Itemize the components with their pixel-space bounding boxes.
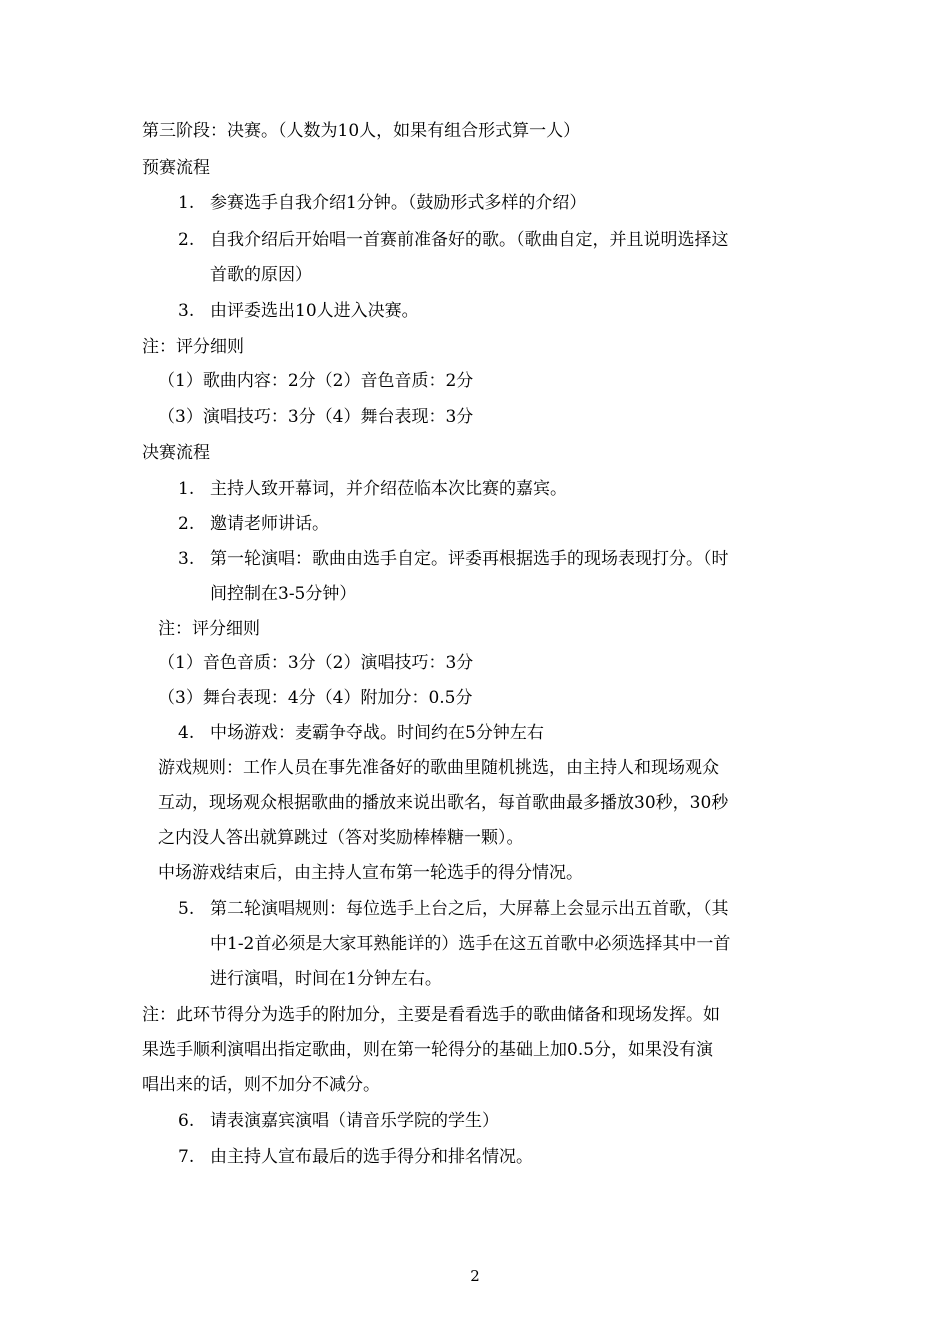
game-rules-line: 之内没人答出就算跳过（答对奖励棒棒糖一颗）。	[158, 828, 524, 848]
list-number: 3.	[178, 549, 195, 569]
note-paragraph-line: 唱出来的话，则不加分不减分。	[142, 1075, 380, 1095]
score-line: （3）演唱技巧：3分（4）舞台表现：3分	[158, 407, 474, 427]
list-item: 自我介绍后开始唱一首赛前准备好的歌。（歌曲自定，并且说明选择这	[210, 230, 729, 250]
score-line: （3）舞台表现：4分（4）附加分：0.5分	[158, 688, 473, 708]
list-number: 4.	[178, 723, 195, 743]
note-title: 注：评分细则	[158, 619, 260, 639]
note-paragraph-line: 注：此环节得分为选手的附加分，主要是看看选手的歌曲储备和现场发挥。如	[142, 1005, 720, 1025]
list-item: 由主持人宣布最后的选手得分和排名情况。	[210, 1147, 533, 1167]
list-item: 参赛选手自我介绍1分钟。（鼓励形式多样的介绍）	[210, 193, 587, 213]
score-line: （1）音色音质：3分（2）演唱技巧：3分	[158, 653, 474, 673]
game-rules-line: 互动，现场观众根据歌曲的播放来说出歌名，每首歌曲最多播放30秒，30秒	[158, 793, 729, 813]
list-number: 1.	[178, 479, 195, 499]
list-number: 2.	[178, 230, 195, 250]
list-item: 中场游戏：麦霸争夺战。时间约在5分钟左右	[210, 723, 544, 743]
stage3-title: 第三阶段：决赛。（人数为10人，如果有组合形式算一人）	[142, 121, 581, 141]
list-item: 请表演嘉宾演唱（请音乐学院的学生）	[210, 1111, 499, 1131]
note-title: 注：评分细则	[142, 337, 244, 357]
list-number: 5.	[178, 899, 195, 919]
list-item: 第二轮演唱规则：每位选手上台之后，大屏幕上会显示出五首歌，（其	[210, 899, 729, 919]
list-number: 1.	[178, 193, 195, 213]
game-rules-line: 游戏规则：工作人员在事先准备好的歌曲里随机挑选，由主持人和现场观众	[158, 758, 719, 778]
list-item-continuation: 间控制在3-5分钟）	[210, 584, 357, 604]
list-item: 由评委选出10人进入决赛。	[210, 301, 419, 321]
list-number: 2.	[178, 514, 195, 534]
list-item: 邀请老师讲话。	[210, 514, 329, 534]
final-heading: 决赛流程	[142, 443, 210, 463]
list-item-continuation: 中1-2首必须是大家耳熟能详的）选手在这五首歌中必须选择其中一首	[210, 934, 731, 954]
after-game-text: 中场游戏结束后，由主持人宣布第一轮选手的得分情况。	[158, 863, 583, 883]
prelim-heading: 预赛流程	[142, 158, 210, 178]
page-number: 2	[470, 1267, 480, 1285]
list-item-continuation: 进行演唱，时间在1分钟左右。	[210, 969, 442, 989]
list-number: 7.	[178, 1147, 195, 1167]
list-item: 第一轮演唱：歌曲由选手自定。评委再根据选手的现场表现打分。（时	[210, 549, 729, 569]
list-number: 3.	[178, 301, 195, 321]
list-item-continuation: 首歌的原因）	[210, 265, 312, 285]
list-item: 主持人致开幕词，并介绍莅临本次比赛的嘉宾。	[210, 479, 567, 499]
note-paragraph-line: 果选手顺利演唱出指定歌曲，则在第一轮得分的基础上加0.5分，如果没有演	[142, 1040, 714, 1060]
list-number: 6.	[178, 1111, 195, 1131]
score-line: （1）歌曲内容：2分（2）音色音质：2分	[158, 371, 474, 391]
